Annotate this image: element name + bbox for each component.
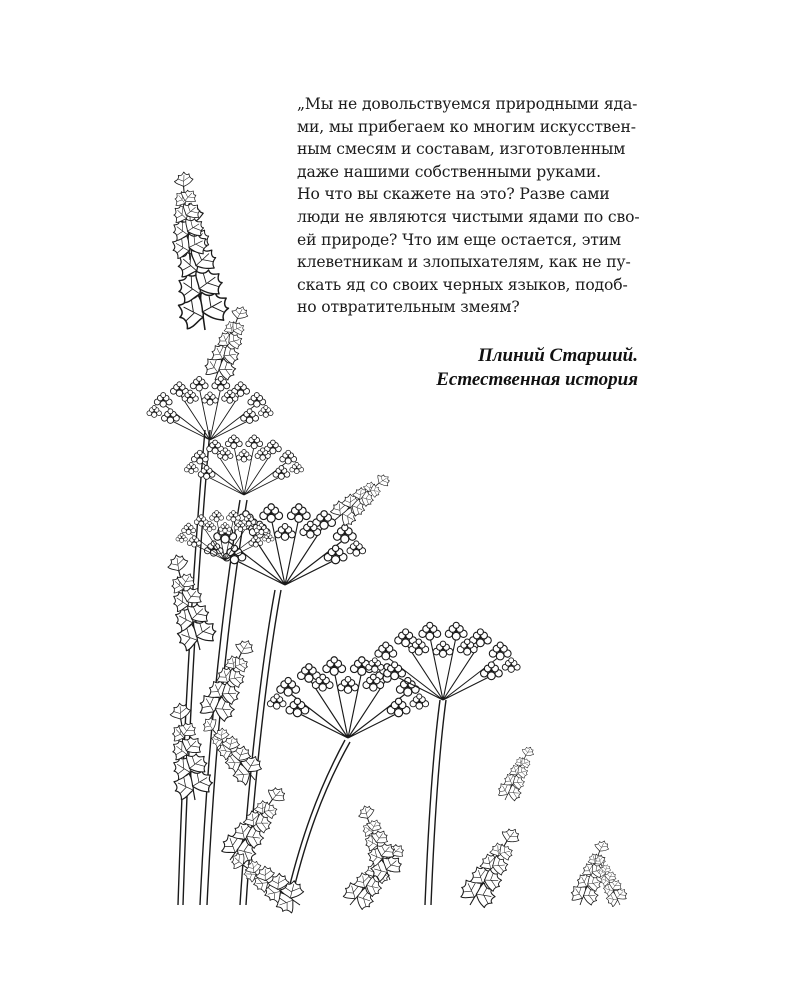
epigraph-line: но отвратительным змеям? [297,298,520,317]
epigraph-line: клеветникам и злопыхателям, как не пу- [297,253,631,272]
epigraph-line: люди не являются чистыми ядами по сво- [297,207,640,226]
epigraph-line: ным смесям и составам, изготовленным [297,140,626,159]
epigraph-line: скать яд со своих черных языков, подоб- [297,275,628,294]
epigraph-line: ей природе? Что им еще остается, этим [297,230,621,249]
epigraph-line: даже нашими собственными руками. [297,162,601,181]
epigraph-line: Но что вы скажете на это? Разве сами [297,185,610,204]
attribution-author: Плиний Старший. [478,345,638,366]
epigraph-line: „Мы не довольствуемся природными яда- [297,95,638,113]
epigraph-line: ми, мы прибегаем ко многим искусствен- [297,117,636,136]
attribution-work: Естественная история [436,369,638,390]
